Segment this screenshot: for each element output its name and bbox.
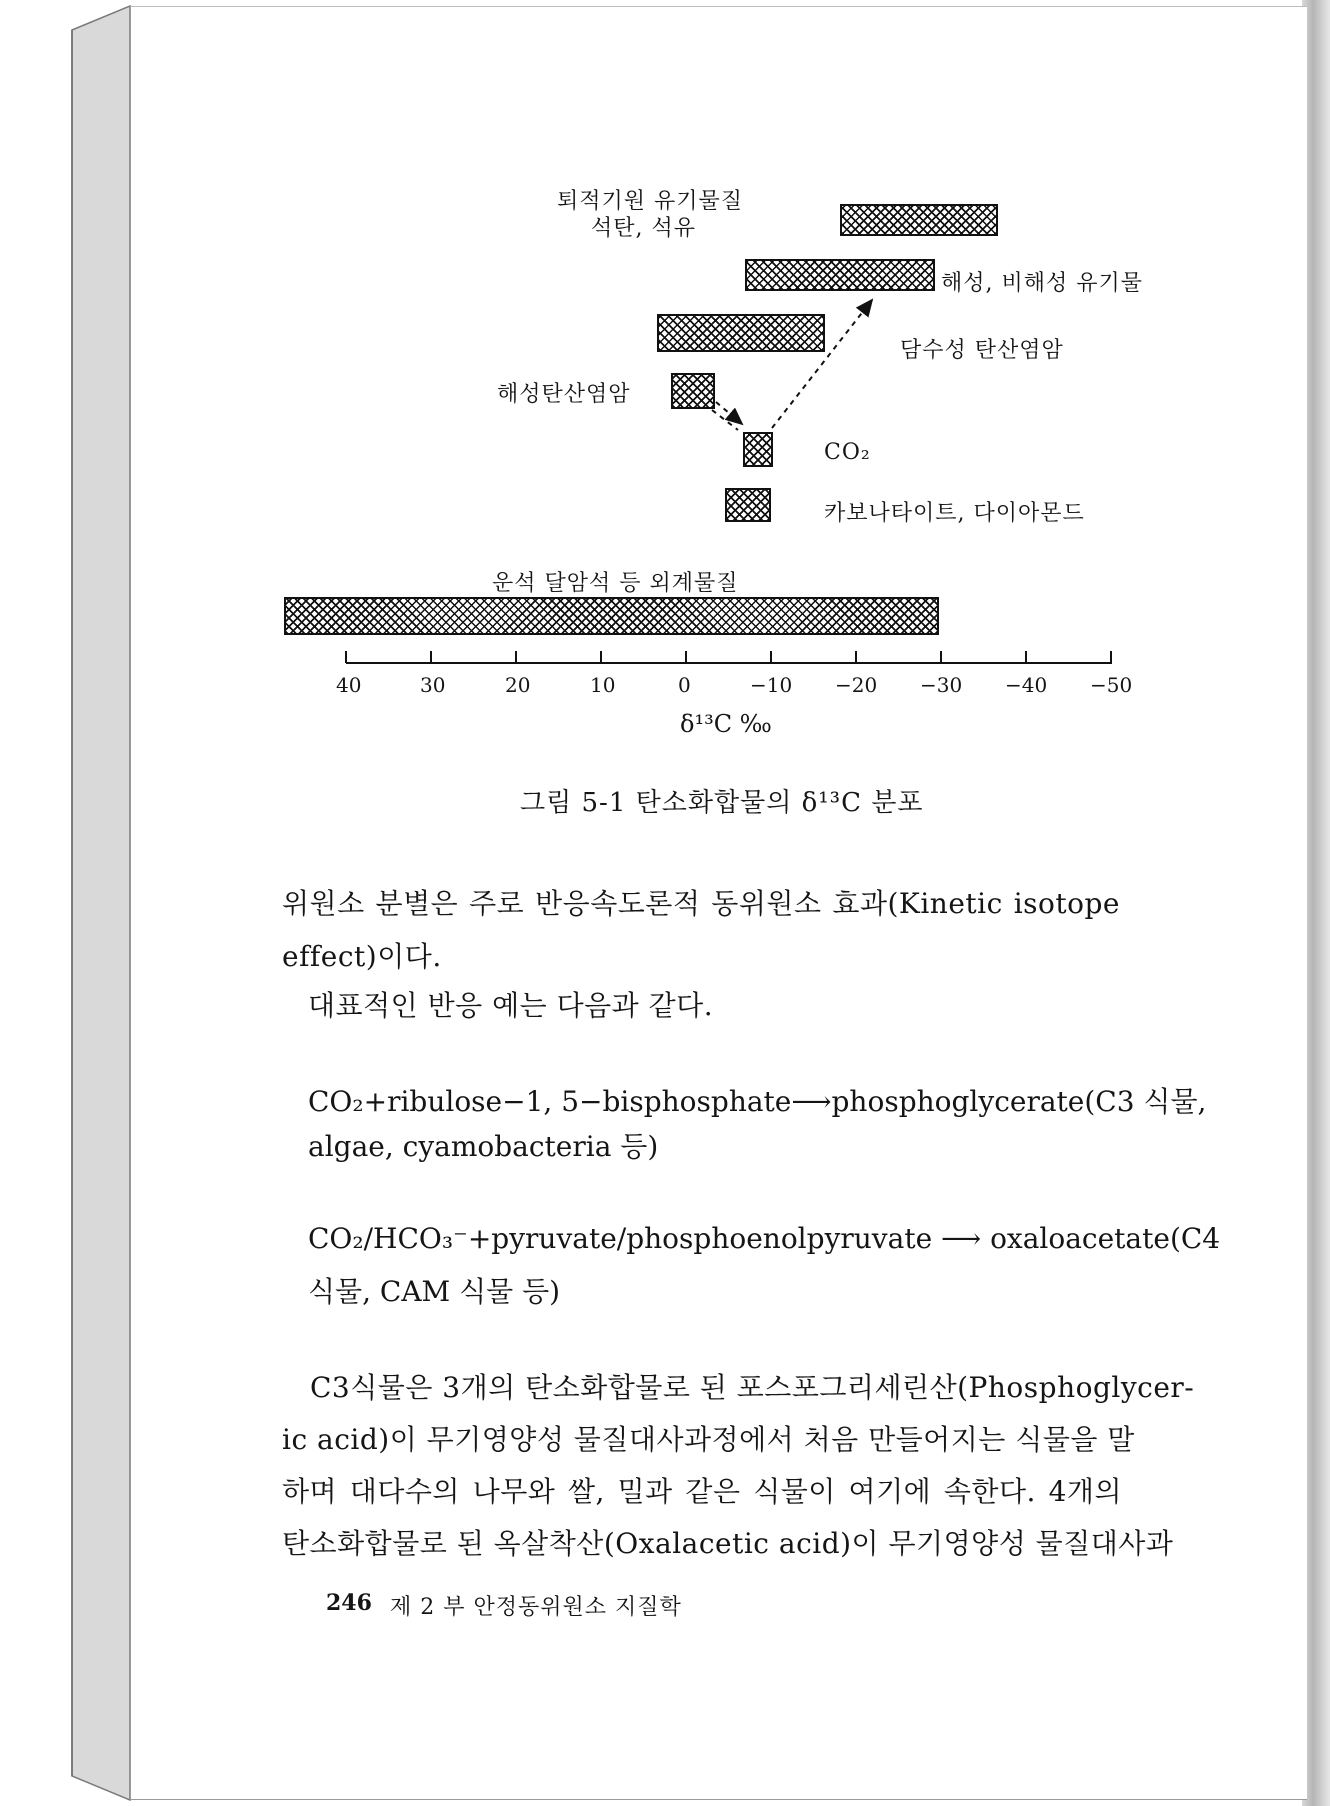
axis-label: δ¹³C ‰ [680,710,772,738]
tick-label: 40 [336,673,362,697]
tick-label: −10 [750,673,793,697]
equation-2-line-1: CO₂/HCO₃⁻+pyruvate/phosphoenolpyruvate ⟶ oxaloacetate(C4 [308,1222,1221,1255]
equation-1-line-2: algae, cyamobacteria 등) [308,1130,659,1163]
tick-label: −40 [1005,673,1048,697]
tick-label: 30 [420,673,446,697]
paragraph-1-line-2: effect)이다. [282,940,442,973]
figure-arrows-axis [0,0,1330,760]
tick-label: −30 [920,673,963,697]
paragraph-3-line-3: 하며 대다수의 나무와 쌀, 밀과 같은 식물이 여기에 속한다. 4개의 [282,1475,1122,1508]
paragraph-3-line-1: C3식물은 3개의 탄소화합물로 된 포스포그리세린산(Phosphoglycer- [310,1371,1195,1404]
paragraph-3-line-2: ic acid)이 무기영양성 물질대사과정에서 처음 만들어지는 식물을 말 [282,1423,1135,1456]
dashed-arrows [712,300,872,430]
label-marine-carbonate: 해성탄산염암 [497,382,631,407]
tick-label: −50 [1090,673,1133,697]
tick-label: −20 [835,673,878,697]
label-marine-nonmarine-organic: 해성, 비해성 유기물 [941,271,1143,296]
x-axis [346,651,1112,663]
label-carbonatite-diamond: 카보나타이트, 다이아몬드 [824,501,1085,526]
label-sedimentary-organic-1: 퇴적기원 유기물질 [557,189,744,214]
tick-label: 10 [590,673,616,697]
figure-caption: 그림 5-1 탄소화합물의 δ¹³C 분포 [520,788,924,818]
paragraph-2: 대표적인 반응 예는 다음과 같다. [308,989,714,1022]
label-extraterrestrial: 운석 달암석 등 외계물질 [492,571,739,596]
running-footer: 제 2 부 안정동위원소 지질학 [390,1595,682,1620]
equation-1-line-1: CO₂+ribulose−1, 5−bisphosphate⟶phosphoglycerate(C3 식물, [308,1085,1207,1118]
tick-label: 0 [678,673,691,697]
page-number: 246 [326,1590,372,1616]
label-co2: CO₂ [824,440,871,465]
equation-2-line-2: 식물, CAM 식물 등) [308,1275,561,1308]
tick-label: 20 [505,673,531,697]
paragraph-3-line-4: 탄소화합물로 된 옥살착산(Oxalacetic acid)이 무기영양성 물질대사과 [282,1527,1174,1560]
label-sedimentary-organic-2: 석탄, 석유 [591,216,696,241]
paragraph-1-line-1: 위원소 분별은 주로 반응속도론적 동위원소 효과(Kinetic isotope [282,887,1120,920]
label-freshwater-carbonate: 담수성 탄산염암 [900,338,1064,363]
